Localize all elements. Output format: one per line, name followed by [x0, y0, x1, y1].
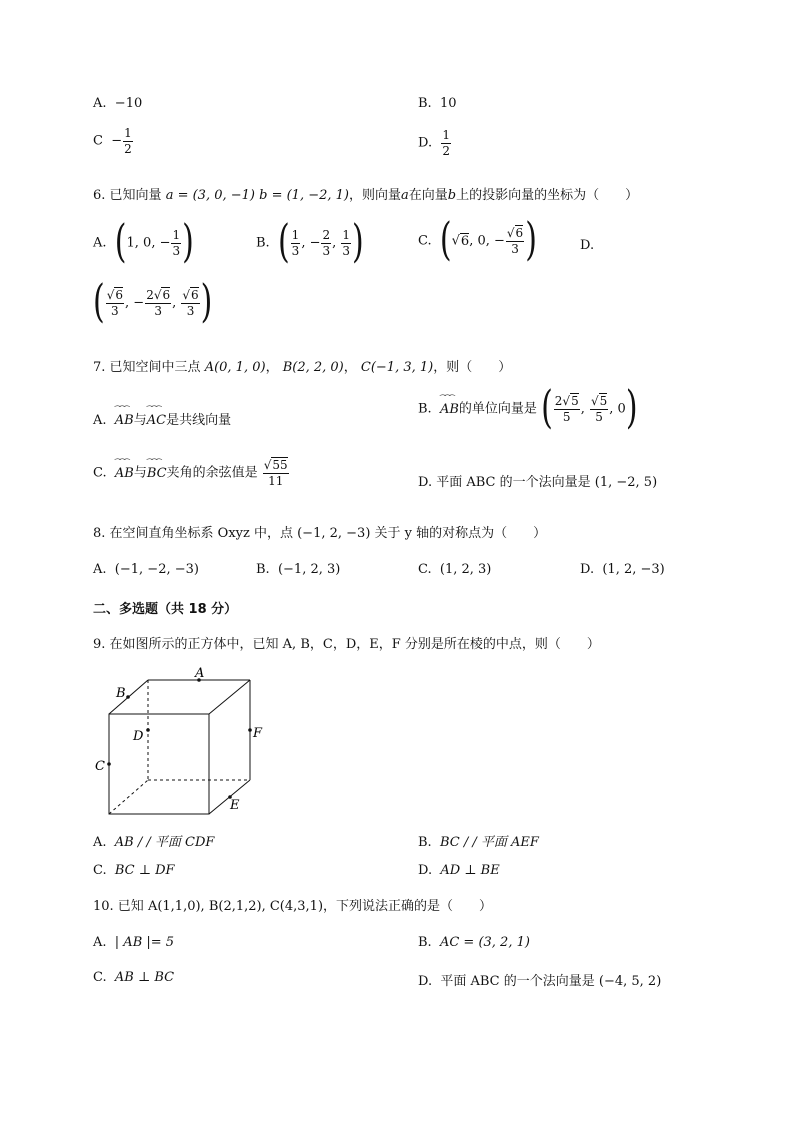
label-d: D	[133, 729, 144, 744]
q6-option-a: A. (1, 0, − $\frac{1}{3}$ )	[93, 216, 194, 269]
q8-option-a: A. (−1, −2, −3)	[93, 562, 199, 577]
q5-option-d: D. $\frac{1}{2}$	[418, 128, 450, 158]
label-b: B	[116, 686, 126, 701]
cube-figure	[90, 660, 290, 825]
q7-option-b: B. ⁀⁀⁀ AB的单位向量是 ( $\frac{2√5}{5}$ , $\frac{√5}{5}$ , 0)	[418, 394, 638, 424]
q9-option-c: C. BC ⊥ DF	[93, 863, 175, 878]
q10-option-c: C. AB ⊥ BC	[93, 970, 175, 985]
section-heading: 二、多选题（共 18 分）	[93, 602, 238, 617]
cube-edge	[209, 680, 250, 714]
q7-stem: 7. 已知空间中三点 A(0, 1, 0)， B(2, 2, 0)， C(−1, 3, 1)，则（ ）	[93, 360, 512, 375]
cube-hidden-edge	[109, 780, 148, 814]
q7-option-c: C. ⁀⁀⁀ AB与⁀⁀⁀ BC夹角的余弦值是 $\frac{√55}{11}$	[93, 459, 290, 487]
q8-stem: 8. 在空间直角坐标系 Oxyz 中，点 (−1, 2, −3) 关于 y 轴的对称点为（ ）	[93, 526, 547, 541]
q8-option-b: B. (−1, 2, 3)	[256, 562, 341, 577]
label-c: C	[95, 759, 105, 774]
q10-option-a: A. | AB |= 5	[93, 935, 175, 950]
q10-option-d: D. 平面 ABC 的一个法向量是 (−4, 5, 2)	[418, 974, 662, 989]
q6-option-d-value: ( $\frac{√6}{3}$ , − $\frac{2√6}{3}$ , $\frac{√6}{3}$ )	[93, 276, 213, 329]
point-d	[146, 728, 150, 732]
label-f: F	[253, 726, 263, 741]
point-c	[107, 762, 111, 766]
q10-option-b: B. AC = (3, 2, 1)	[418, 935, 530, 950]
label-e: E	[230, 798, 240, 813]
q5-option-b: B. 10	[418, 96, 457, 111]
q8-option-c: C. (1, 2, 3)	[418, 562, 492, 577]
label-a: A	[195, 666, 205, 681]
q5-option-a: A. −10	[93, 96, 143, 111]
q6-option-c: C. (√6, 0, − $\frac{√6}{3}$ )	[418, 214, 537, 267]
q9-option-d: D. AD ⊥ BE	[418, 863, 500, 878]
q9-option-a: A. AB / / 平面 CDF	[93, 835, 215, 850]
q5-option-c: C − $\frac{1}{2}$	[93, 126, 132, 156]
q10-stem: 10. 已知 A(1,1,0), B(2,1,2), C(4,3,1)，下列说法正确的是（ ）	[93, 899, 493, 914]
point-f	[248, 728, 252, 732]
cube-front-face	[109, 714, 209, 814]
q6-option-b: B. ( $\frac{1}{3}$ , − $\frac{2}{3}$ , $\frac{1}{3}$ )	[256, 216, 364, 269]
q7-option-a: A. ⁀⁀⁀ AB与⁀⁀⁀ AC是共线向量	[93, 409, 231, 428]
q6-option-d-letter: D.	[580, 238, 595, 253]
q8-option-d: D. (1, 2, −3)	[580, 562, 665, 577]
point-b	[126, 695, 130, 699]
q6-stem: 6. 已知向量 a = (3, 0, −1) b = (1, −2, 1)，则向量a在向量b上的投影向量的坐标为（ ）	[93, 188, 639, 203]
q9-option-b: B. BC / / 平面 AEF	[418, 835, 539, 850]
q9-stem: 9. 在如图所示的正方体中，已知 A, B，C，D，E，F 分别是所在棱的中点，则（ ）	[93, 637, 600, 652]
q7-option-d: D. 平面 ABC 的一个法向量是 (1, −2, 5)	[418, 475, 658, 490]
